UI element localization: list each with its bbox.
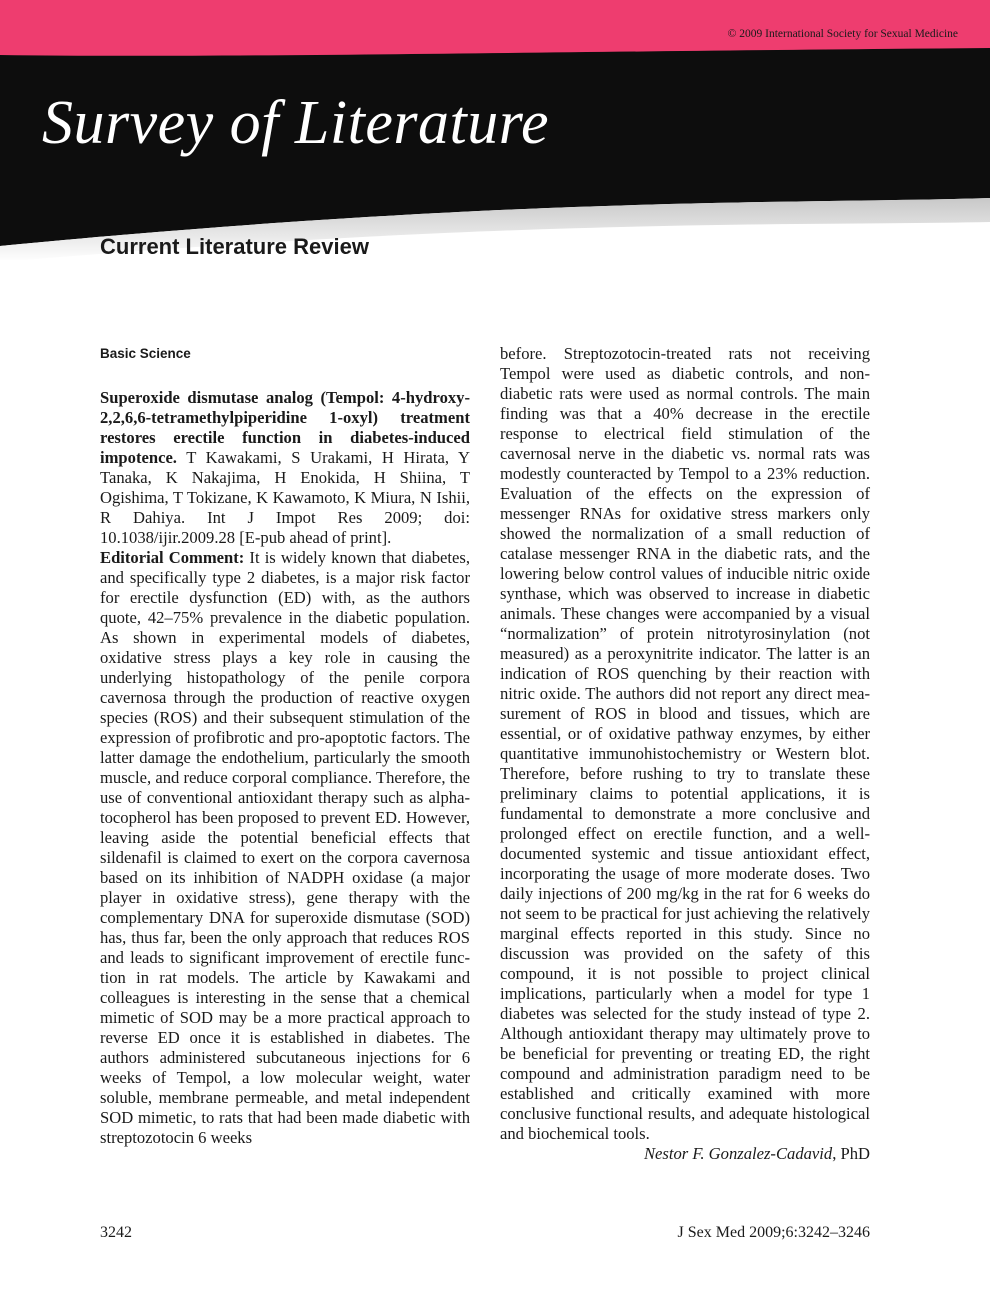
right-column bbox=[500, 344, 870, 1164]
copyright-notice: © 2009 International Society for Sexual Medicine bbox=[727, 28, 958, 40]
signature-name: Nestor F. Gonzalez-Cadavid bbox=[643, 1144, 833, 1163]
editorial-text-left: It is widely known that diabetes, and specifically type 2 diabetes, is a major risk factor for erectile dysfunction (ED) with, as the authors quote, 42–75% prevalence in the diabetic population. As shown in experimental models of diabetes, oxidative stress plays a key role in causing the underlying histopathology of the penile corpora cavernosa through the production of reactive oxygen species (ROS) and their subsequent stimulation of the expression of profibrotic and pro-apoptotic factors. The latter damage the endothelium, particularly the smooth muscle, and reduce corporal compliance. Therefore, the use of conventional antioxidant therapy such as alpha-tocopherol has been proposed to prevent ED. However, leaving aside the potential beneficial effects that sildenafil is claimed to exert on the corpora cavernosa based on its inhibition of NADPH oxidase (a major player in oxidative stress), gene therapy with the complementary DNA for superoxide dismutase (SOD) has, thus far, been the only approach that reduces ROS and leads to significant improvement of erectile function in rat models. The article by Kawakami and colleagues is interesting in the sense that a chemical mimetic of SOD may be a more practical approach to reverse ED once it is established in diabetes. The authors administered subcutaneous injections for 6 weeks of Tempol, a low molecular weight, water soluble, membrane permeable, and metal independent SOD mimetic, to rats that had been made diabetic with streptozotocin 6 weeks bbox=[100, 548, 470, 1147]
signature-degree: , PhD bbox=[832, 1144, 870, 1163]
article-citation: T Kawakami, S Urakami, H Hirata, Y Tanaka, K Nakajima, H Enokida, H Shiina, T Ogishima, T Tokizane, K Kawamoto, K Miura, N Ishii, R Dahiya. Int J Impot Res 2009; doi: 10.1038/ijir.2009.28 [E-pub ahead of print]. bbox=[100, 448, 470, 547]
left-column bbox=[100, 344, 470, 1148]
section-heading: Current Literature Review bbox=[100, 234, 369, 259]
article-title: Superoxide dismutase analog (Tempol: 4-hydroxy-2,2,6,6-tetramethylpiperidine 1-oxyl) treatment restores erectile function in diabetes-induced impotence. bbox=[100, 388, 470, 467]
article-reference bbox=[100, 388, 470, 548]
editorial-comment-start bbox=[100, 548, 470, 1148]
section-label: Basic Science bbox=[100, 346, 191, 361]
journal-citation: J Sex Med 2009;6:3242–3246 bbox=[677, 1224, 870, 1241]
editorial-label: Editorial Comment: bbox=[100, 548, 245, 567]
editorial-text-right: before. Streptozotocin-treated rats not receiving Tempol were used as diabetic controls, and non-diabetic rats were used as normal controls. The main finding was that a 40% decrease in the erectile response to electrical field stimulation of the cavernosal nerve in the diabetic vs. normal rats was modestly counteracted by Tempol to a 23% reduction. Evaluation of the effects on the expression of messenger RNAs for oxidative stress markers only showed the normalization of a small reduction of catalase messenger RNA in the diabetic rats, and the lowering below control values of inducible nitric oxide synthase, which was observed to increase in diabetic animals. These changes were accompanied by a visual “normalization” of protein nitrotyrosinylation (not measured) as a peroxynitrite indicator. The latter is an indication of ROS quenching by their reaction with nitric oxide. The authors did not report any direct measurement of ROS in blood and tissues, which are essential, or of oxidative pathway enzymes, by either quantitative immunohistochemistry or Western blot. Therefore, before rushing to try to translate these preliminary claims to potential applications, it is fundamental to demonstrate a more conclusive and prolonged effect on erectile function, and a well-documented systemic and tissue antioxidant effect, incorporating the usage of more moderate doses. Two daily injections of 200 mg/kg in the rat for 6 weeks do not seem to be practical for just achieving the relatively marginal effects reported in this study. Since no discussion was provided on the safety of this compound, it is not possible to project clinical implications, particularly when a model for type 1 diabetes was selected for the study instead of type 2. Although antioxidant therapy may ultimately prove to be beneficial for preventing or treating ED, the right compound and administration paradigm need to be established and critically examined with more conclusive functional results, and adequate histological and biochemical tools. bbox=[500, 344, 870, 1143]
author-signature bbox=[500, 1144, 870, 1164]
banner-title: Survey of Literature bbox=[42, 89, 550, 157]
page-number: 3242 bbox=[100, 1224, 132, 1241]
